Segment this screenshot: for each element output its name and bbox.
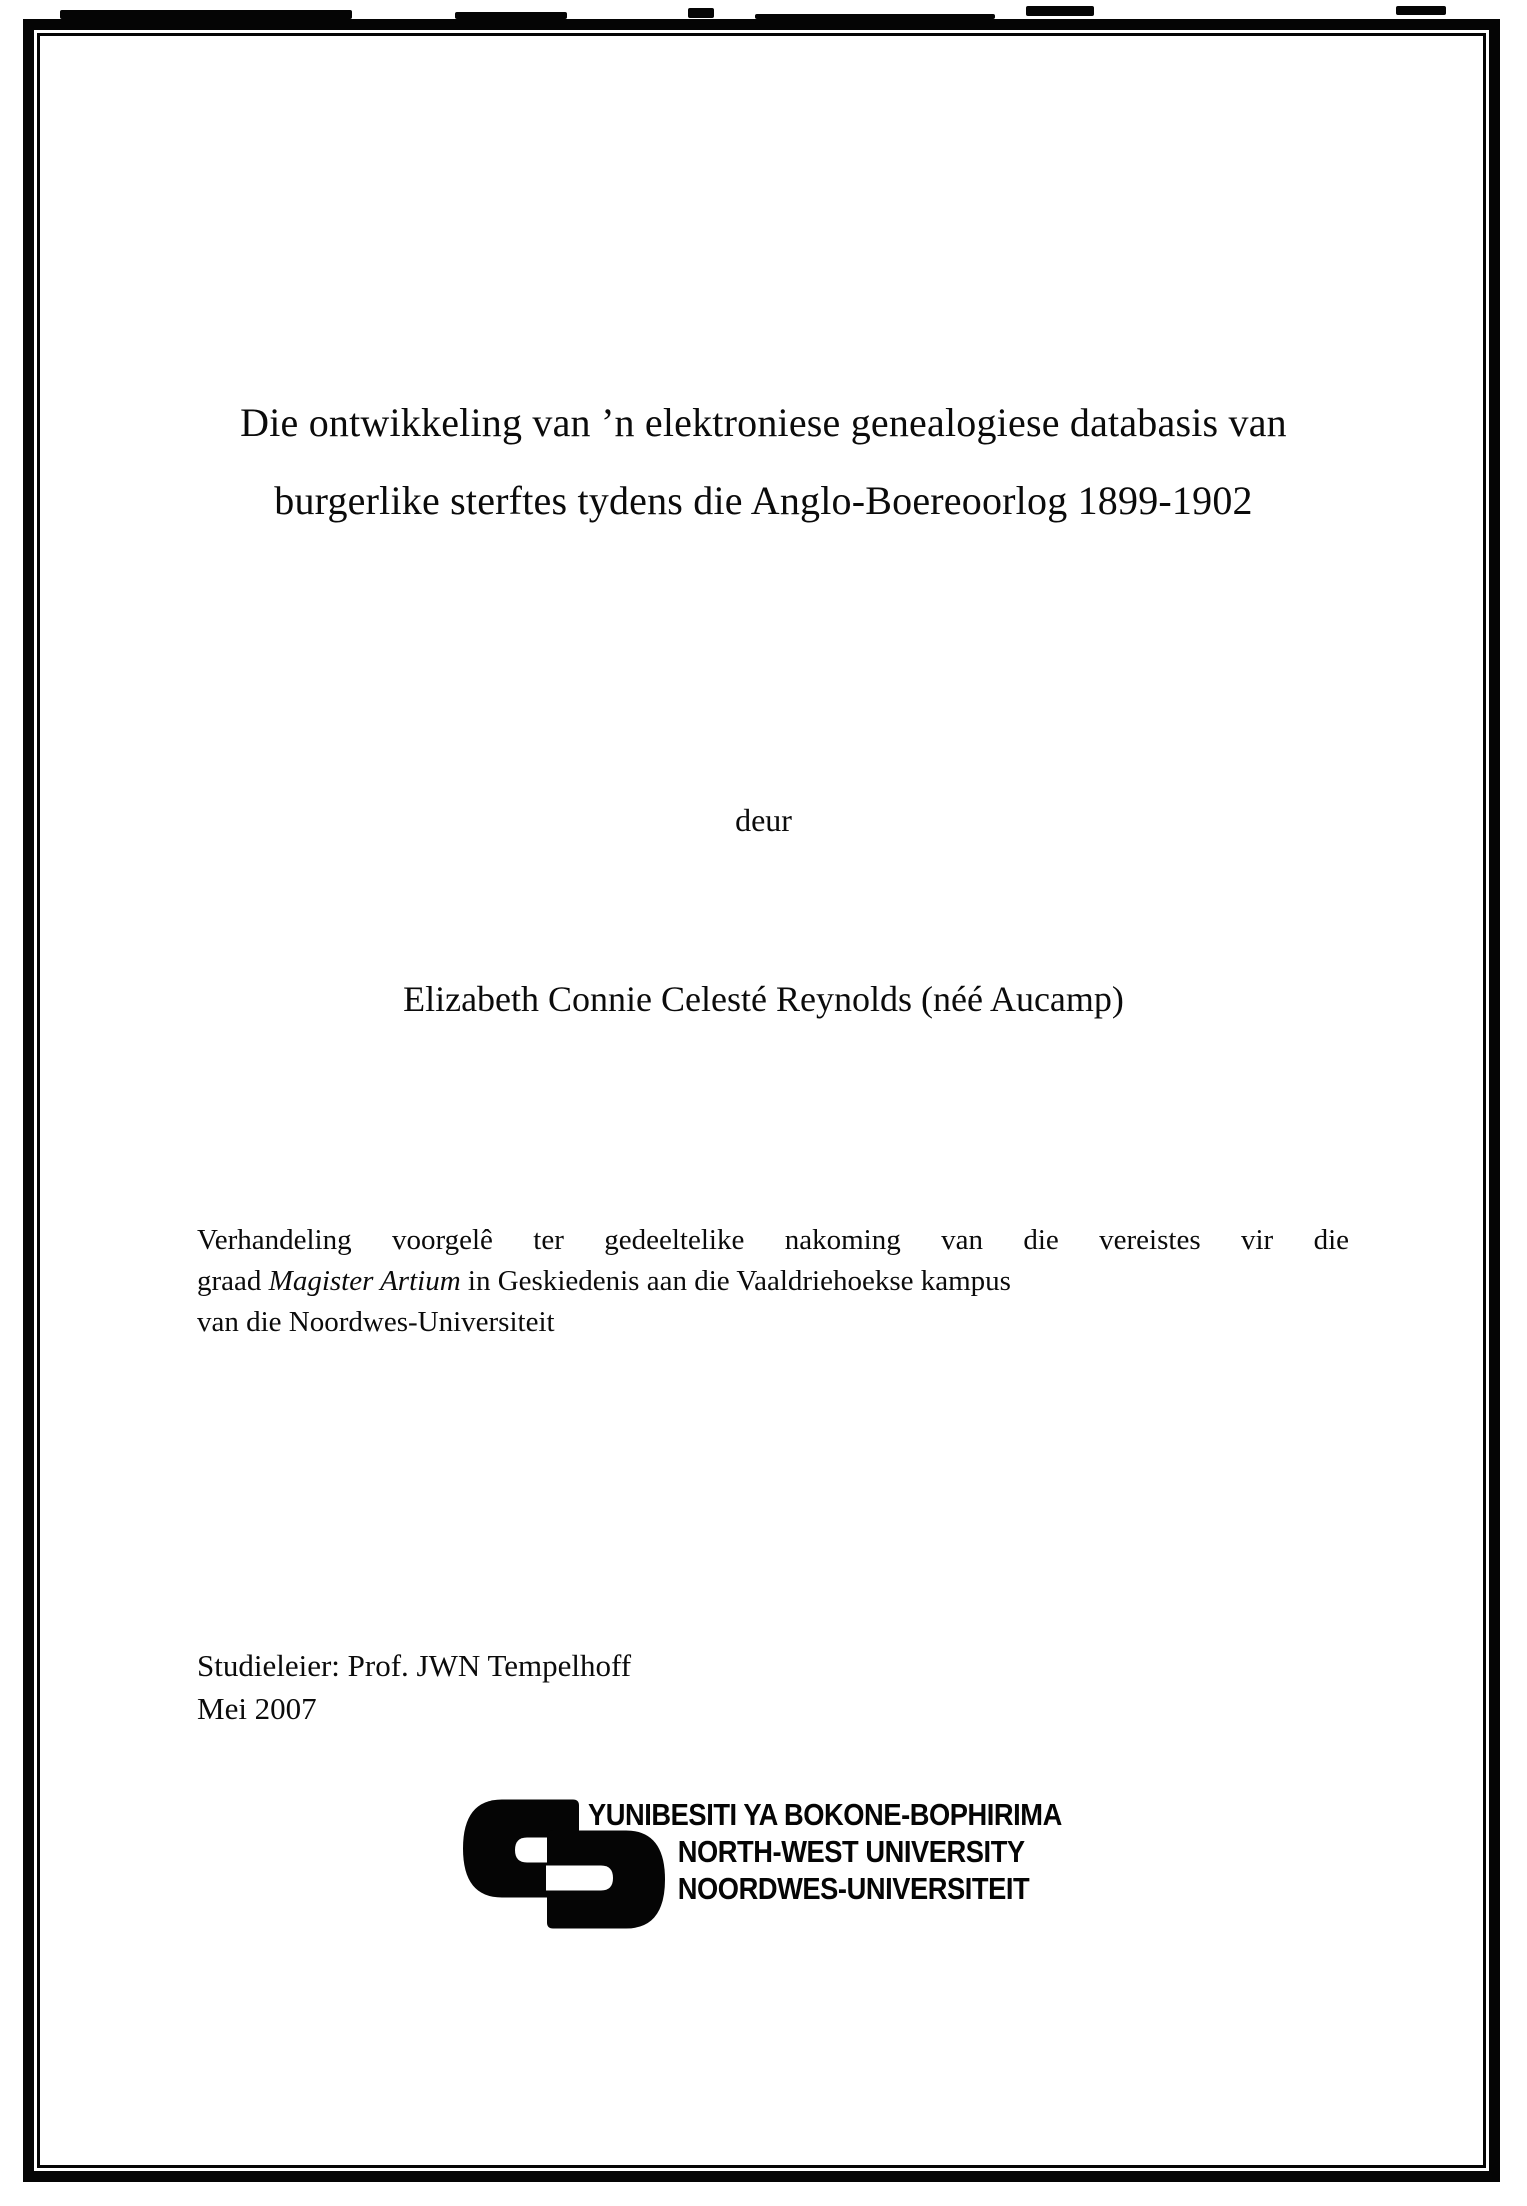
declaration-continuation bbox=[197, 1261, 1349, 1343]
supervisor-line: Studieleier: Prof. JWN Tempelhoff bbox=[197, 1648, 632, 1683]
declaration-line2-post: in Geskiedenis aan die Vaaldriehoekse kampus bbox=[460, 1265, 1011, 1297]
byline-label: deur bbox=[735, 802, 792, 838]
date-line: Mei 2007 bbox=[197, 1691, 317, 1726]
scan-artifact bbox=[60, 10, 352, 19]
supervisor-block bbox=[197, 1644, 631, 1730]
thesis-title bbox=[120, 384, 1407, 540]
thesis-title-line2: burgerlike sterftes tydens die Anglo-Boereoorlog 1899-1902 bbox=[274, 478, 1253, 523]
thesis-title-line1: Die ontwikkeling van ’n elektroniese genealogiese databasis van bbox=[240, 400, 1287, 445]
declaration-line2-pre: graad bbox=[197, 1265, 269, 1297]
declaration-line3: van die Noordwes-Universiteit bbox=[197, 1306, 555, 1338]
scan-artifact bbox=[1026, 6, 1094, 16]
scan-artifact bbox=[455, 12, 567, 19]
logo-line-english: NORTH-WEST UNIVERSITY bbox=[677, 1834, 1025, 1869]
declaration-paragraph bbox=[197, 1220, 1349, 1343]
logo-line-setswana: YUNIBESITI YA BOKONE-BOPHIRIMA bbox=[588, 1797, 1062, 1832]
university-logo-text bbox=[588, 1796, 1062, 1907]
logo-line-afrikaans: NOORDWES-UNIVERSITEIT bbox=[677, 1871, 1030, 1906]
author-name: Elizabeth Connie Celesté Reynolds (néé Aucamp) bbox=[403, 979, 1124, 1019]
declaration-line1: Verhandeling voorgelê ter gedeeltelike nakoming van die vereistes vir die bbox=[197, 1224, 1349, 1256]
scan-artifact bbox=[1396, 6, 1446, 15]
degree-name: Magister Artium bbox=[268, 1265, 461, 1297]
scan-artifact bbox=[688, 8, 714, 18]
